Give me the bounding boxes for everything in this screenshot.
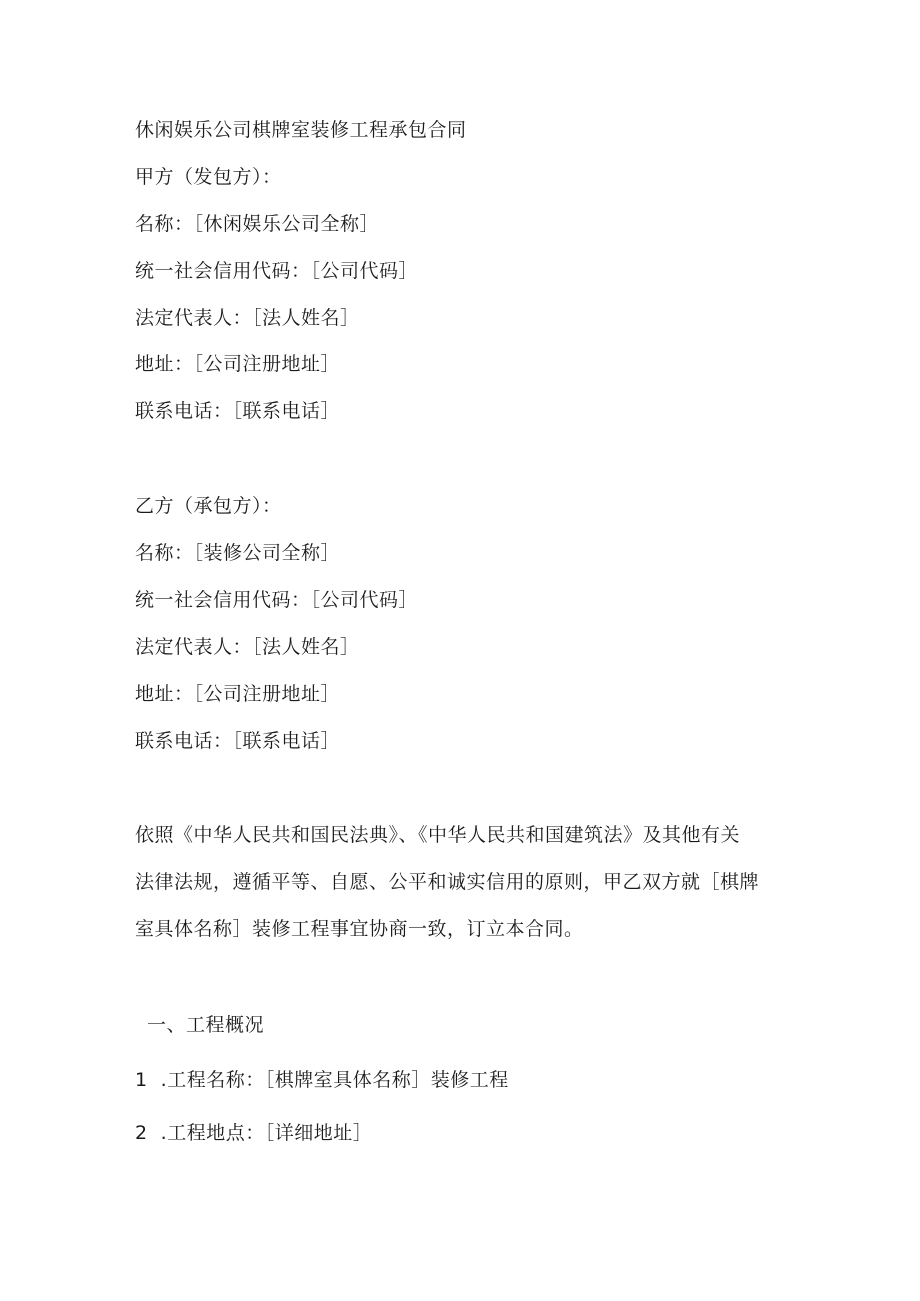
party-a-address: 地址：［公司注册地址］ xyxy=(135,353,341,375)
section-1-item-1: 1 .工程名称：［棋牌室具体名称］装修工程 xyxy=(135,1069,509,1091)
party-a-name: 名称：［休闲娱乐公司全称］ xyxy=(135,213,380,235)
preamble-line-1: 依照《中华人民共和国民法典》、《中华人民共和国建筑法》及其他有关 xyxy=(135,824,741,846)
preamble-paragraph xyxy=(135,812,785,953)
preamble-line-2: 法律法规，遵循平等、自愿、公平和诚实信用的原则，甲乙双方就［棋牌 xyxy=(135,871,760,893)
preamble-line-3: 室具体名称］装修工程事宜协商一致，订立本合同。 xyxy=(135,918,584,940)
party-b-legal-rep: 法定代表人：［法人姓名］ xyxy=(135,636,360,658)
section-1-item-2: 2 .工程地点：［详细地址］ xyxy=(135,1122,373,1144)
party-b-name: 名称：［装修公司全称］ xyxy=(135,542,341,564)
document-title: 休闲娱乐公司棋牌室装修工程承包合同 xyxy=(135,119,467,141)
party-a-phone: 联系电话：［联系电话］ xyxy=(135,400,341,422)
party-b-phone: 联系电话：［联系电话］ xyxy=(135,730,341,752)
section-1-heading: 一、工程概况 xyxy=(147,1014,265,1036)
party-a-heading: 甲方（发包方）： xyxy=(135,166,282,188)
party-a-credit-code: 统一社会信用代码：［公司代码］ xyxy=(135,260,419,282)
party-b-credit-code: 统一社会信用代码：［公司代码］ xyxy=(135,589,419,611)
party-b-address: 地址：［公司注册地址］ xyxy=(135,683,341,705)
party-a-legal-rep: 法定代表人：［法人姓名］ xyxy=(135,307,360,329)
party-b-heading: 乙方（承包方）： xyxy=(135,495,282,517)
